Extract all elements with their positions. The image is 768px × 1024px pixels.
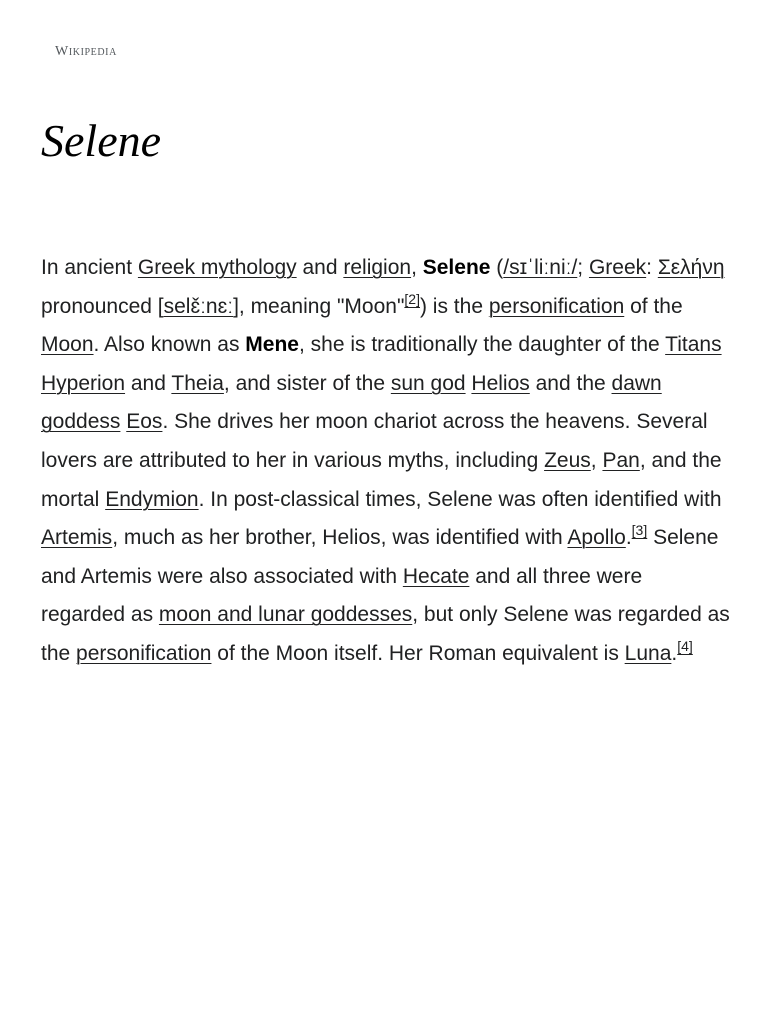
reference-2[interactable] — [404, 291, 420, 307]
lead-text: pronounced [ — [41, 294, 164, 318]
lead-text: of the — [624, 294, 683, 318]
greek-name-link[interactable]: Σελήνη — [657, 256, 725, 279]
religion-link[interactable]: religion — [343, 256, 412, 279]
lead-text: ], meaning "Moon" — [233, 294, 405, 318]
lead-text: , — [411, 256, 423, 279]
lead-text: , — [590, 448, 603, 472]
lead-text: . In post-classical times, Selene was often identified with — [198, 487, 722, 511]
lunar-deities-link[interactable]: moon and lunar goddesses — [158, 603, 413, 627]
lead-paragraph — [41, 249, 731, 674]
sun-god-link[interactable]: sun god — [390, 371, 466, 395]
artemis-link[interactable]: Artemis — [41, 526, 113, 550]
theia-link[interactable]: Theia — [171, 371, 224, 395]
lead-text: , and the mortal — [41, 448, 722, 511]
lead-text: and all three were regarded as — [41, 564, 643, 627]
lead-text: . She drives her moon chariot across the heavens. Several lovers are attributed to her in various myths, including — [41, 410, 708, 472]
helios-link[interactable]: Helios — [471, 371, 530, 395]
dawn-goddess-link[interactable]: dawn goddess — [41, 371, 662, 434]
selene-bold-term: Selene — [422, 256, 491, 279]
ipa-pronunciation-link[interactable]: /sɪˈliːniː/ — [503, 256, 578, 279]
lead-text: and — [125, 371, 172, 395]
lead-text: , she is traditionally the daughter of the — [298, 333, 666, 357]
reference-2-link[interactable]: [2] — [404, 290, 420, 307]
reference-3-link[interactable]: [3] — [631, 522, 648, 539]
lead-text: ( — [490, 256, 504, 279]
lead-text: , but only Selene was regarded as the — [41, 603, 730, 665]
lead-text: : — [646, 256, 658, 279]
hyperion-link[interactable]: Hyperion — [41, 371, 126, 395]
pan-link[interactable]: Pan — [602, 448, 640, 472]
ancient-ipa-link[interactable]: selɛ̌ːnɛː — [163, 294, 234, 318]
greek-language-link[interactable]: Greek — [588, 256, 647, 279]
eos-link[interactable]: Eos — [126, 410, 163, 434]
zeus-link[interactable]: Zeus — [544, 448, 591, 472]
lead-text: , much as her brother, Helios, was identified with — [112, 526, 568, 550]
personification-link[interactable]: personification — [488, 294, 625, 318]
luna-link[interactable]: Luna — [624, 641, 672, 665]
apollo-link[interactable]: Apollo — [567, 526, 626, 550]
titans-link[interactable]: Titans — [665, 333, 722, 357]
reference-3[interactable] — [632, 522, 648, 538]
lead-text: , and sister of the — [223, 371, 391, 395]
lead-text: of the Moon itself. Her Roman equivalent is — [211, 641, 625, 665]
lead-text: Selene and Artemis were also associated with — [41, 526, 719, 588]
wikipedia-wordmark[interactable]: Wikipedia — [55, 44, 117, 59]
reference-4[interactable] — [677, 638, 693, 654]
lead-text: . Also known as — [93, 333, 246, 357]
lead-text: In ancient — [41, 256, 138, 279]
lead-text: ; — [577, 256, 589, 279]
lead-text: ) is the — [419, 294, 489, 318]
mene-bold-term: Mene — [245, 333, 299, 357]
lead-text: . — [671, 641, 678, 665]
page-title: Selene — [41, 115, 162, 166]
lead-text: and — [296, 256, 344, 279]
personification-link[interactable]: personification — [76, 641, 212, 665]
lead-text: . — [625, 526, 632, 550]
endymion-link[interactable]: Endymion — [105, 487, 199, 511]
greek-mythology-link[interactable]: Greek mythology — [137, 256, 297, 279]
reference-4-link[interactable]: [4] — [677, 637, 693, 654]
lead-text: and the — [529, 371, 612, 395]
hecate-link[interactable]: Hecate — [402, 564, 470, 588]
moon-link[interactable]: Moon — [41, 333, 94, 357]
